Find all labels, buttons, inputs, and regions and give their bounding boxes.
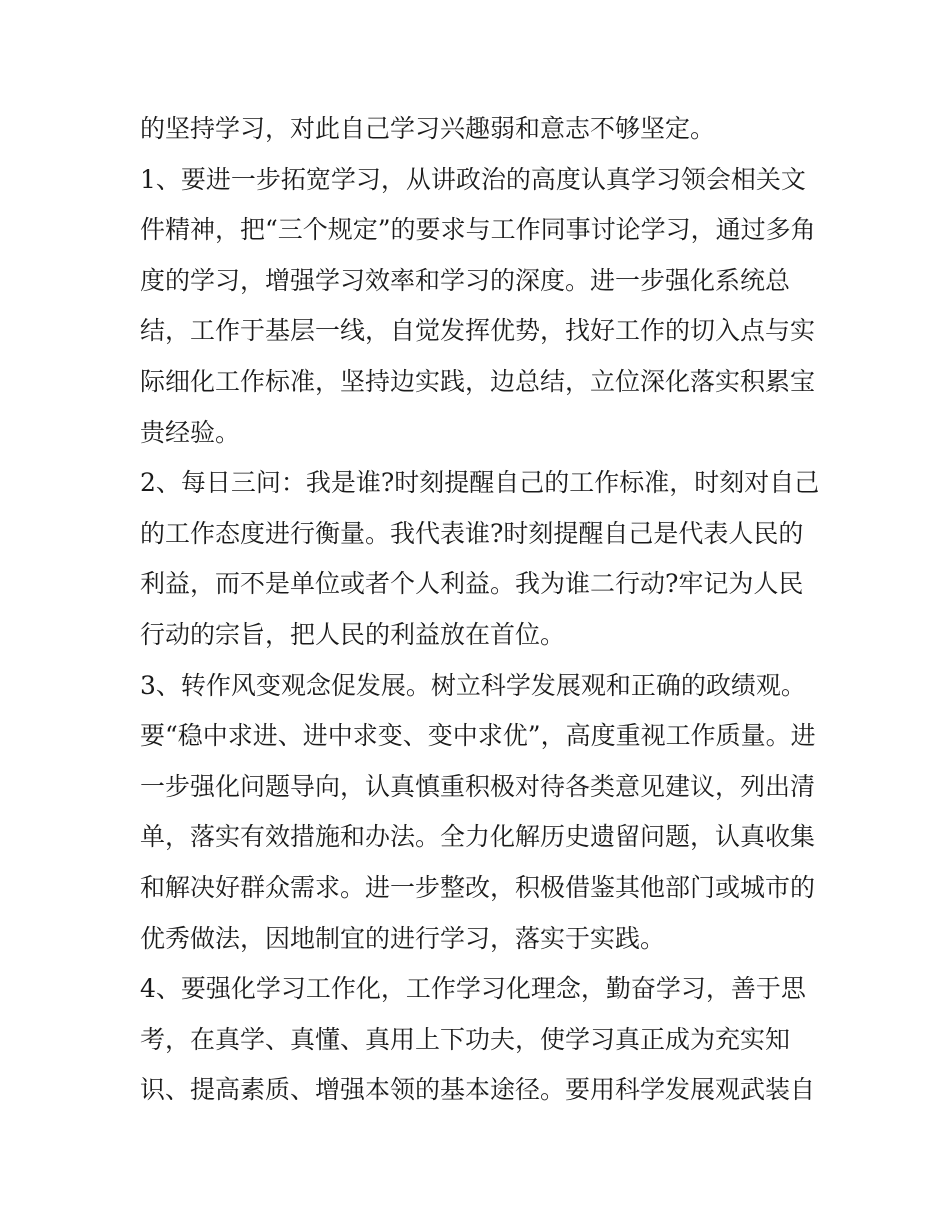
text-line: 一步强化问题导向，认真慎重积极对待各类意见建议，列出清 xyxy=(140,771,816,801)
text-line: 结，工作于基层一线，自觉发挥优势，找好工作的切入点与实 xyxy=(140,316,816,346)
text-line: 件精神，把“三个规定”的要求与工作同事讨论学习，通过多角 xyxy=(140,215,816,245)
text-line: 4、要强化学习工作化，工作学习化理念，勤奋学习，善于思 xyxy=(140,974,806,1004)
text-line: 要“稳中求进、进中求变、变中求优”，高度重视工作质量。进 xyxy=(140,721,816,751)
text-line: 优秀做法，因地制宜的进行学习，落实于实践。 xyxy=(140,923,666,953)
text-line: 考，在真学、真懂、真用上下功夫，使学习真正成为充实知 xyxy=(140,1024,791,1054)
text-line: 的工作态度进行衡量。我代表谁?时刻提醒自己是代表人民的 xyxy=(140,518,804,548)
text-line: 识、提高素质、增强本领的基本途径。要用科学发展观武装自 xyxy=(140,1075,816,1105)
text-line: 贵经验。 xyxy=(140,417,241,447)
text-line: 和解决好群众需求。进一步整改，积极借鉴其他部门或城市的 xyxy=(140,872,816,902)
text-line: 2、每日三问：我是谁?时刻提醒自己的工作标准，时刻对自己 xyxy=(140,468,820,498)
text-line: 利益，而不是单位或者个人利益。我为谁二行动?牢记为人民 xyxy=(140,569,804,599)
text-line: 3、转作风变观念促发展。树立科学发展观和正确的政绩观。 xyxy=(140,670,806,700)
document-body xyxy=(140,104,820,1116)
text-line: 单，落实有效措施和办法。全力化解历史遗留问题，认真收集 xyxy=(140,822,816,852)
text-line: 度的学习，增强学习效率和学习的深度。进一步强化系统总 xyxy=(140,265,791,295)
text-line: 1、要进一步拓宽学习，从讲政治的高度认真学习领会相关文 xyxy=(140,164,806,194)
text-line: 的坚持学习，对此自己学习兴趣弱和意志不够坚定。 xyxy=(140,114,716,143)
text-line: 行动的宗旨，把人民的利益放在首位。 xyxy=(140,619,566,649)
text-line: 际细化工作标准，坚持边实践，边总结，立位深化落实积累宝 xyxy=(140,366,816,396)
